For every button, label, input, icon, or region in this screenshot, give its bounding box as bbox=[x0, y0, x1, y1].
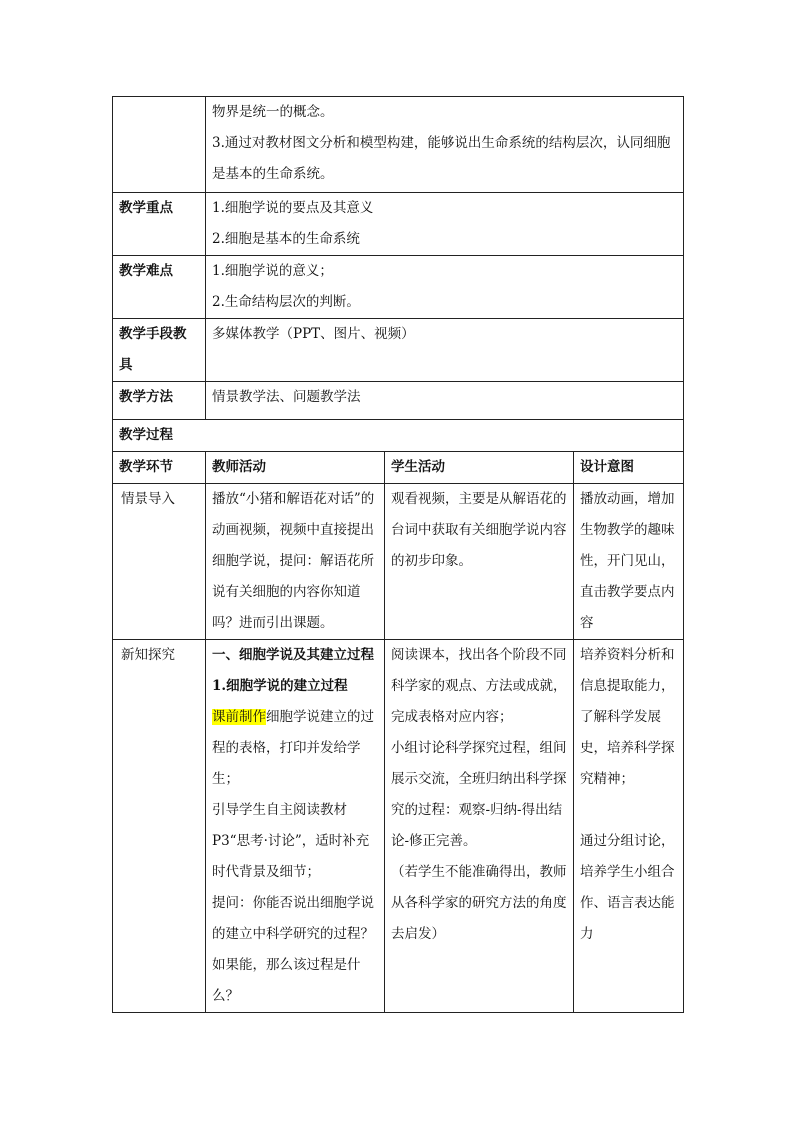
process-row-intro bbox=[113, 484, 684, 640]
methods-label: 教学方法 bbox=[113, 382, 206, 420]
intent-paragraph: 通过分组讨论，培养学生小组合作、语言表达能力 bbox=[580, 833, 675, 942]
teacher-paragraph: 引导学生自主阅读教材P3“思考·讨论”，适时补充时代背景及细节； bbox=[212, 802, 370, 880]
difficulties-label: 教学难点 bbox=[113, 256, 206, 319]
means-value: 多媒体教学（PPT、图片、视频） bbox=[206, 319, 684, 382]
key-point-item: 2.细胞是基本的生命系统 bbox=[212, 231, 360, 247]
column-header-row bbox=[113, 452, 684, 484]
teacher-paragraph: 提问：你能否说出细胞学说的建立中科学研究的过程？如果能，那么该过程是什么？ bbox=[212, 895, 374, 1004]
student-activity-cell: 观看视频，主要是从解语花的台词中获取有关细胞学说内容的初步印象。 bbox=[385, 484, 574, 640]
means-row bbox=[113, 319, 684, 382]
teacher-heading: 一、细胞学说及其建立过程 bbox=[212, 647, 374, 663]
difficulties-row bbox=[113, 256, 684, 319]
key-points-cell bbox=[206, 193, 684, 256]
stage-cell: 新知探究 bbox=[113, 640, 206, 1013]
student-activity-cell bbox=[385, 640, 574, 1013]
student-paragraph: 小组讨论科学探究过程，组间展示交流，全班归纳出科学探究的过程：观察-归纳-得出结论-修正完善。 bbox=[391, 740, 567, 849]
objectives-cell bbox=[206, 97, 684, 193]
methods-value: 情景教学法、问题教学法 bbox=[206, 382, 684, 420]
means-label: 教学手段教具 bbox=[113, 319, 206, 382]
teacher-subheading: 1.细胞学说的建立过程 bbox=[212, 678, 348, 694]
process-row-explore bbox=[113, 640, 684, 1013]
column-header-student: 学生活动 bbox=[385, 452, 574, 484]
teacher-paragraph-text: 细胞学说建立的过程的表格，打印并发给学生； bbox=[212, 709, 374, 787]
design-intent-cell bbox=[574, 640, 684, 1013]
paragraph-gap bbox=[580, 795, 677, 826]
key-points-row bbox=[113, 193, 684, 256]
key-point-item: 1.细胞学说的要点及其意义 bbox=[212, 200, 374, 216]
teacher-activity-cell bbox=[206, 640, 385, 1013]
lesson-plan-table bbox=[112, 96, 684, 1013]
student-paragraph: （若学生不能准确得出，教师从各科学家的研究方法的角度去启发） bbox=[391, 864, 567, 942]
methods-row bbox=[113, 382, 684, 420]
objectives-label-cell bbox=[113, 97, 206, 193]
process-title: 教学过程 bbox=[113, 420, 684, 452]
column-header-intent: 设计意图 bbox=[574, 452, 684, 484]
student-paragraph: 阅读课本，找出各个阶段不同科学家的观点、方法或成就，完成表格对应内容； bbox=[391, 647, 567, 725]
process-title-row bbox=[113, 420, 684, 452]
intent-paragraph: 培养资料分析和信息提取能力，了解科学发展史，培养科学探究精神； bbox=[580, 647, 675, 787]
design-intent-cell: 播放动画，增加生物教学的趣味性，开门见山，直击教学要点内容 bbox=[574, 484, 684, 640]
difficulty-item: 2.生命结构层次的判断。 bbox=[212, 294, 360, 310]
stage-cell: 情景导入 bbox=[113, 484, 206, 640]
highlighted-text: 课前制作 bbox=[212, 709, 266, 725]
column-header-stage: 教学环节 bbox=[113, 452, 206, 484]
teacher-activity-cell: 播放“小猪和解语花对话”的动画视频，视频中直接提出细胞学说，提问：解语花所说有关细胞的内容你知道吗？进而引出课题。 bbox=[206, 484, 385, 640]
objective-line-2: 3.通过对教材图文分析和模型构建，能够说出生命系统的结构层次，认同细胞是基本的生命系统。 bbox=[212, 135, 671, 182]
objectives-row bbox=[113, 97, 684, 193]
column-header-teacher: 教师活动 bbox=[206, 452, 385, 484]
difficulties-cell bbox=[206, 256, 684, 319]
teacher-paragraph bbox=[212, 702, 378, 795]
difficulty-item: 1.细胞学说的意义； bbox=[212, 263, 333, 279]
key-points-label: 教学重点 bbox=[113, 193, 206, 256]
objective-line-1: 物界是统一的概念。 bbox=[212, 104, 334, 120]
